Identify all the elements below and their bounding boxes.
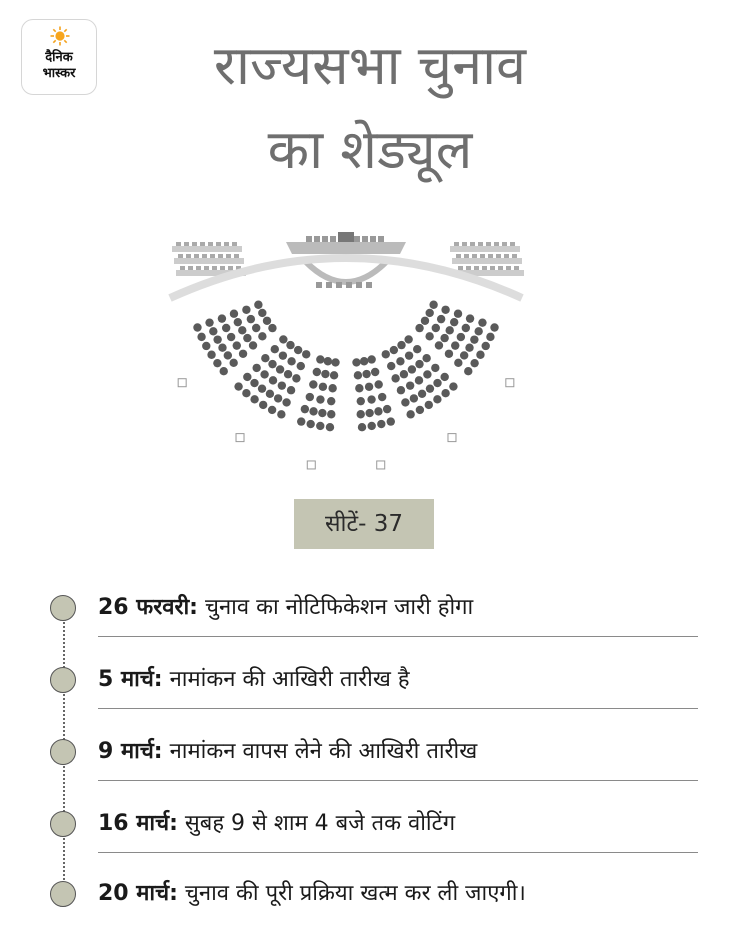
timeline-dot-icon — [50, 595, 76, 621]
schedule-text — [98, 874, 526, 914]
logo-line-2: भास्कर — [42, 66, 76, 81]
schedule-date: 5 मार्च: — [98, 667, 163, 692]
divider — [98, 852, 698, 853]
schedule-text — [98, 660, 410, 700]
schedule-text — [98, 588, 473, 628]
schedule-event: नामांकन वापस लेने की आखिरी तारीख — [169, 739, 478, 764]
schedule-event: नामांकन की आखिरी तारीख है — [169, 667, 410, 692]
schedule-event: चुनाव की पूरी प्रक्रिया खत्म कर ली जाएगी। — [184, 881, 526, 906]
schedule-item — [48, 802, 698, 874]
page-title-line-1: राज्यसभा चुनाव — [213, 34, 527, 97]
schedule-item — [48, 586, 698, 658]
schedule-text — [98, 804, 455, 844]
logo-line-1: दैनिक — [45, 50, 73, 65]
timeline-dot-icon — [50, 811, 76, 837]
timeline-dot-icon — [50, 881, 76, 907]
schedule-text — [98, 732, 477, 772]
divider — [98, 780, 698, 781]
page-title-line-2: का शेड्यूल — [267, 118, 473, 181]
schedule-item — [48, 658, 698, 730]
schedule-item — [48, 872, 698, 944]
schedule-event: चुनाव का नोटिफिकेशन जारी होगा — [204, 595, 474, 620]
schedule-date: 16 मार्च: — [98, 811, 178, 836]
schedule-date: 26 फरवरी: — [98, 595, 198, 620]
seats-badge: सीटें- 37 — [294, 499, 434, 549]
schedule-date: 20 मार्च: — [98, 881, 178, 906]
divider — [98, 636, 698, 637]
timeline-dot-icon — [50, 667, 76, 693]
schedule-item — [48, 730, 698, 802]
schedule-date: 9 मार्च: — [98, 739, 163, 764]
timeline-dot-icon — [50, 739, 76, 765]
schedule-event: सुबह 9 से शाम 4 बजे तक वोटिंग — [184, 811, 456, 836]
divider — [98, 708, 698, 709]
